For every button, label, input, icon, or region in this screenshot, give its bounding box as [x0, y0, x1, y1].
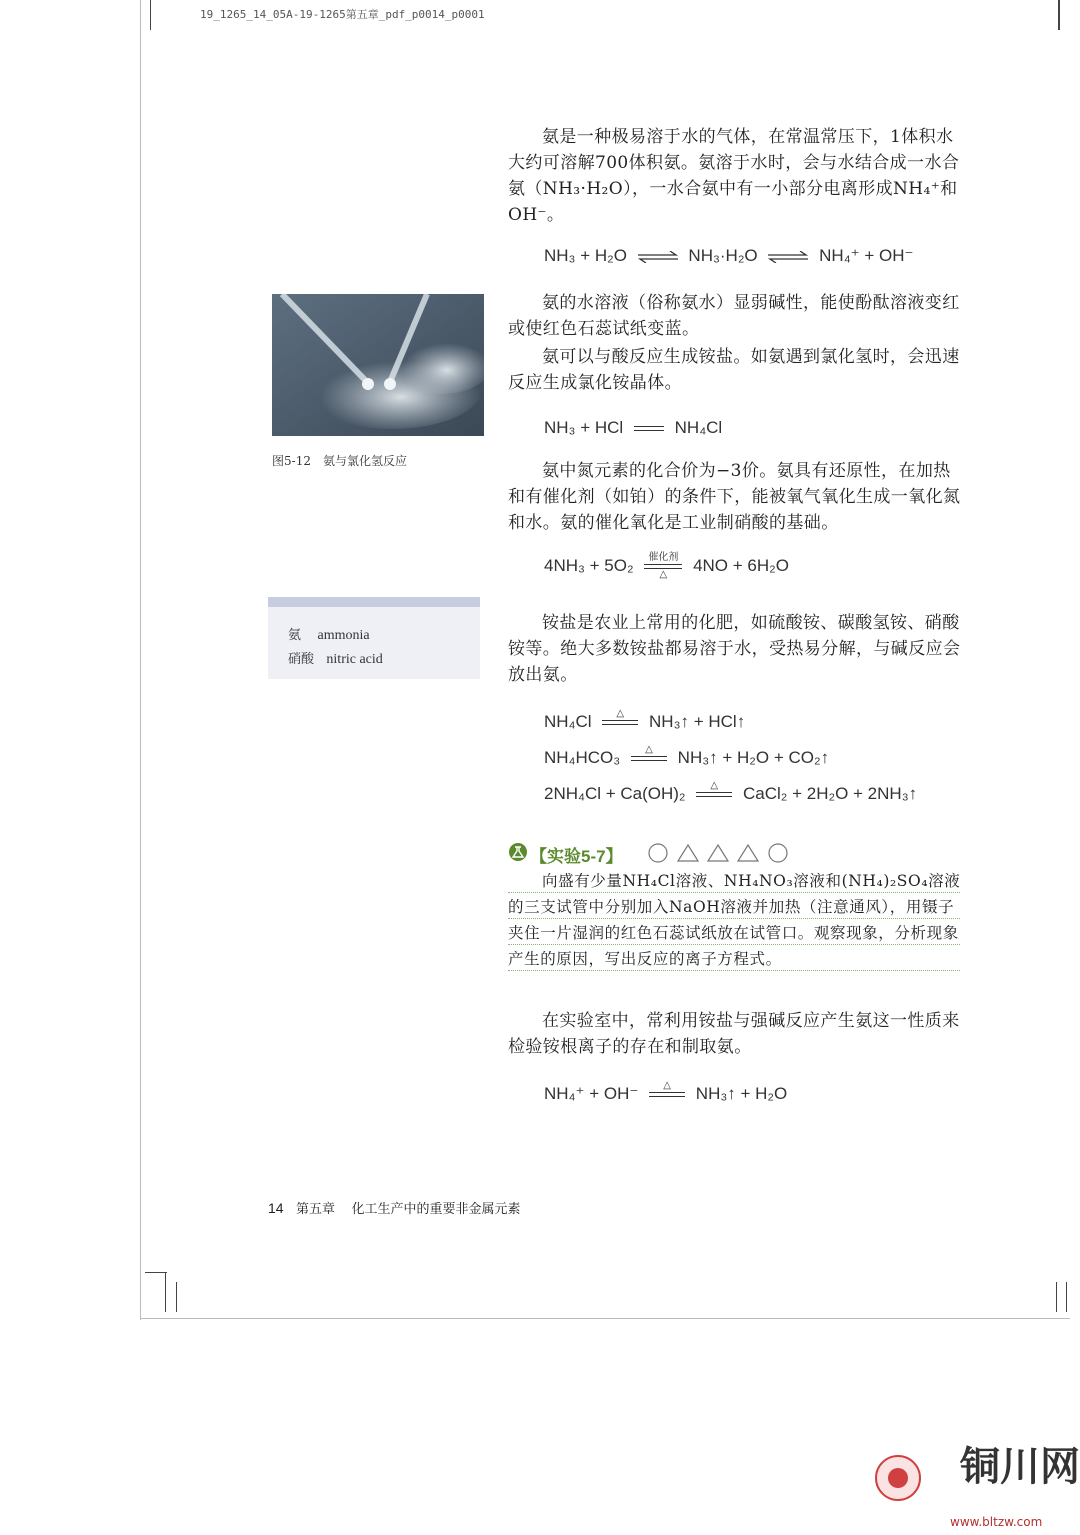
paragraph-4	[508, 458, 964, 536]
vocab-row	[288, 648, 383, 668]
chapter-number: 第五章	[295, 1202, 335, 1217]
condition-top: 催化剂	[648, 552, 679, 563]
vocab-cn: 氨	[288, 628, 302, 643]
vocab-row	[288, 624, 370, 644]
equation-5-right: NH₃↑ + H₂O + CO₂↑	[677, 747, 830, 767]
crop-mark-bl-h	[145, 1272, 167, 1273]
equation-5-left: NH₄HCO₃	[544, 747, 621, 767]
equation-7-left: NH₄⁺ + OH⁻	[544, 1083, 639, 1103]
equals-sign	[634, 414, 664, 443]
experiment-icon	[508, 842, 528, 866]
reaction-condition	[696, 780, 732, 809]
crop-mark-br2	[1066, 1282, 1067, 1312]
experiment-title: 【实验5-7】	[530, 847, 623, 866]
condition-top: △	[616, 708, 625, 719]
safety-icons	[648, 843, 796, 867]
equation-3-right: 4NO + 6H₂O	[693, 555, 789, 575]
crop-mark-tl	[150, 0, 151, 30]
vocabulary-header-bar	[268, 597, 480, 607]
equation-6-right: CaCl₂ + 2H₂O + 2NH₃↑	[743, 783, 918, 803]
vocab-en: ammonia	[317, 628, 370, 643]
dotted-rule	[508, 944, 960, 945]
watermark-text: 铜川网	[960, 1444, 1080, 1490]
paragraph-6-text: 在实验室中，常利用铵盐与强碱反应产生氨这一性质来检验铵根离子的存在和制取氨。	[508, 1011, 960, 1057]
paragraph-2	[508, 290, 964, 342]
figure-caption: 图5-12 氨与氯化氢反应	[272, 454, 407, 468]
paragraph-2-text: 氨的水溶液（俗称氨水）显弱碱性，能使酚酞溶液变红或使红色石蕊试纸变蓝。	[508, 293, 960, 339]
condition-top: △	[663, 1080, 671, 1091]
paragraph-4-text: 氨中氮元素的化合价为−3价。氨具有还原性，在加热和有催化剂（如铂）的条件下，能被氧气氧化生成一氧化氮和水。氨的催化氧化是工业制硝酸的基础。	[508, 461, 961, 533]
equation-1-mid: NH₃·H₂O	[688, 246, 758, 265]
ammonia-hcl-photo	[272, 294, 484, 436]
reaction-condition	[602, 708, 638, 737]
reaction-condition	[644, 552, 682, 581]
experiment-body-text: 向盛有少量NH₄Cl溶液、NH₄NO₃溶液和(NH₄)₂SO₄溶液的三支试管中分别加入NaOH溶液并加热（注意通风），用镊子夹住一片湿润的红色石蕊试纸放在试管口。观察现象，分析现象产生的原因，写出反应的离子方程式。	[508, 872, 961, 968]
paragraph-3-text: 氨可以与酸反应生成铵盐。如氨遇到氯化氢时，会迅速反应生成氯化铵晶体。	[508, 347, 960, 393]
condition-top: △	[645, 744, 653, 755]
condition-bottom: △	[659, 569, 668, 580]
equation-2-right: NH₄Cl	[674, 417, 723, 437]
equation-4-right: NH₃↑ + HCl↑	[649, 711, 746, 731]
watermark-logo	[840, 1418, 1080, 1531]
vocab-cn: 硝酸	[288, 652, 315, 667]
paragraph-6	[508, 1008, 964, 1060]
equation-4	[544, 708, 745, 737]
paragraph-5	[508, 610, 964, 688]
left-margin-line	[140, 0, 141, 1320]
crop-mark-br	[1056, 1282, 1057, 1312]
watermark-url: www.bltzw.com	[950, 1515, 1043, 1529]
page-number: 14	[268, 1200, 284, 1216]
file-header-label: 19_1265_14_05A-19-1265第五章_pdf_p0014_p0001	[200, 8, 485, 21]
reaction-condition	[649, 1080, 685, 1109]
dotted-rule	[508, 892, 960, 893]
paragraph-3	[508, 344, 964, 396]
equation-5	[544, 744, 829, 773]
reaction-condition	[631, 744, 667, 773]
paragraph-1-text: 氨是一种极易溶于水的气体，在常温常压下，1体积水大约可溶解700体积氨。氨溶于水时，会与水结合成一水合氨（NH₃·H₂O），一水合氨中有一小部分电离形成NH₄⁺和OH⁻。	[508, 127, 960, 225]
dotted-rule	[508, 970, 960, 971]
experiment-body	[508, 868, 964, 972]
condition-top: △	[710, 780, 719, 791]
paragraph-5-text: 铵盐是农业上常用的化肥，如硫酸铵、碳酸氢铵、硝酸铵等。绝大多数铵盐都易溶于水，受热易分解，与碱反应会放出氨。	[508, 613, 961, 685]
equation-2	[544, 414, 722, 443]
equation-1-left: NH₃ + H₂O	[544, 246, 627, 265]
equation-1-right: NH₄⁺ + OH⁻	[819, 246, 914, 265]
reversible-arrow-icon	[638, 251, 678, 263]
equation-3-left: 4NH₃ + 5O₂	[544, 555, 634, 575]
paragraph-1	[508, 124, 964, 228]
vocab-en: nitric acid	[326, 652, 383, 667]
equation-3	[544, 552, 789, 581]
equation-6	[544, 780, 917, 809]
page-footer	[268, 1198, 521, 1217]
equation-7	[544, 1080, 787, 1109]
equation-7-right: NH₃↑ + H₂O	[695, 1083, 788, 1103]
crop-mark-bl-v2	[176, 1282, 177, 1312]
equation-6-left: 2NH₄Cl + Ca(OH)₂	[544, 783, 686, 803]
crop-mark-bl-v	[165, 1272, 166, 1312]
crop-mark-tr	[1058, 0, 1060, 30]
chapter-title: 化工生产中的重要非金属元素	[351, 1202, 521, 1217]
equation-2-left: NH₃ + HCl	[544, 417, 624, 437]
dotted-rule	[508, 918, 960, 919]
equation-4-left: NH₄Cl	[544, 711, 592, 731]
reversible-arrow-icon	[768, 251, 808, 263]
bottom-margin-line	[140, 1318, 1070, 1319]
equation-1	[544, 246, 913, 266]
